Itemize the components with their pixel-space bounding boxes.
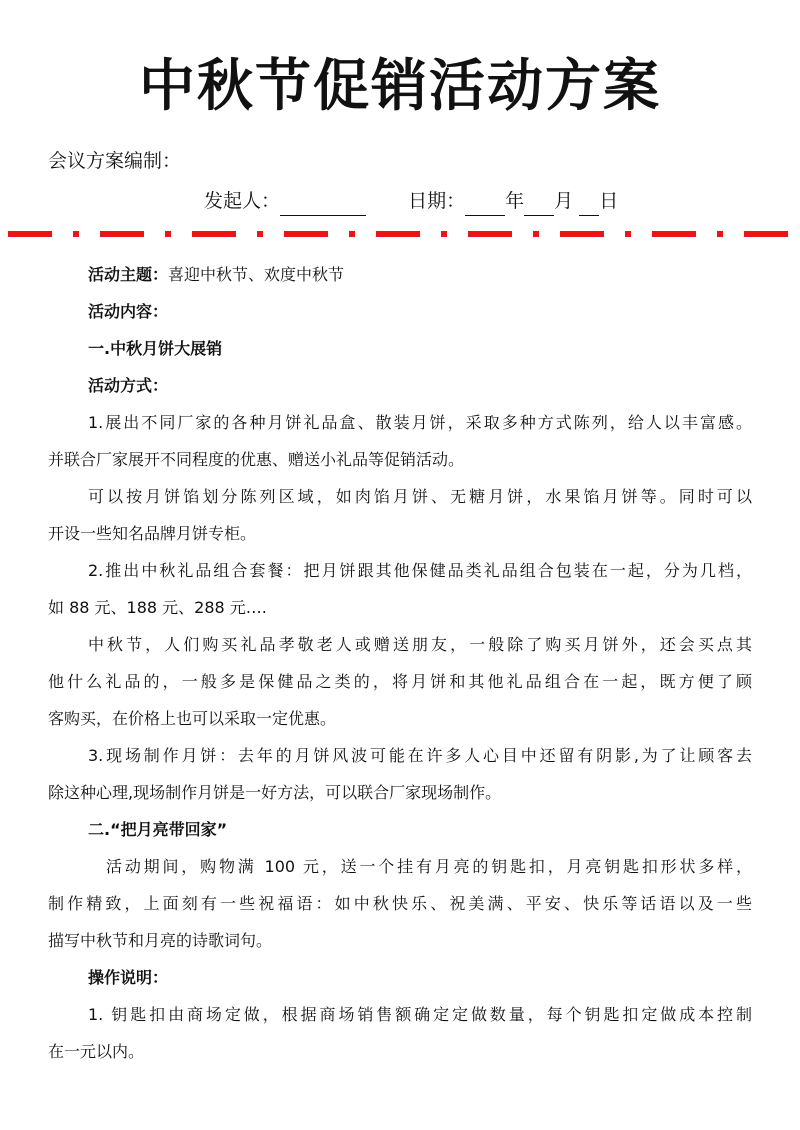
meta-line	[204, 186, 618, 216]
divider-dash	[284, 231, 328, 237]
day-blank	[579, 193, 599, 216]
document-title: 中秋节促销活动方案	[139, 54, 661, 119]
paragraph-1-line-2: 并联合厂家展开不同程度的优惠、赠送小礼品等促销活动。	[48, 450, 465, 469]
paragraph-6-line-2: 制作精致，上面刻有一些祝福语：如中秋快乐、祝美满、平安、快乐等话语以及一些	[48, 894, 752, 913]
divider-dash	[376, 231, 420, 237]
theme-value: 喜迎中秋节、欢度中秋节	[168, 265, 345, 284]
divider-dash	[560, 231, 604, 237]
operations-label: 操作说明：	[88, 968, 169, 987]
divider-dash	[468, 231, 512, 237]
year-label: 年	[505, 190, 525, 212]
divider-dot	[349, 231, 355, 237]
year-blank	[465, 193, 505, 216]
month-label: 月	[554, 190, 574, 212]
divider-dot	[441, 231, 447, 237]
paragraph-7-line-1: 1. 钥匙扣由商场定做，根据商场销售额确定定做数量，每个钥匙扣定做成本控制	[88, 1005, 752, 1024]
theme-line	[48, 256, 752, 293]
paragraph-6-line-1: 活动期间，购物满 100 元，送一个挂有月亮的钥匙扣，月亮钥匙扣形状多样，	[106, 857, 752, 876]
section-1-heading: 一.中秋月饼大展销	[88, 339, 223, 358]
theme-label: 活动主题：	[88, 265, 169, 284]
paragraph-2-line-2: 开设一些知名品牌月饼专柜。	[48, 524, 257, 543]
content-label: 活动内容：	[88, 302, 169, 321]
paragraph-4-line-3: 客购买，在价格上也可以采取一定优惠。	[48, 709, 337, 728]
paragraph-5-line-2: 除这种心理,现场制作月饼是一好方法，可以联合厂家现场制作。	[48, 783, 502, 802]
divider-dot	[73, 231, 79, 237]
initiator-blank	[280, 193, 366, 216]
divider-dash	[652, 231, 696, 237]
paragraph-3-line-1: 2.推出中秋礼品组合套餐：把月饼跟其他保健品类礼品组合包装在一起，分为几档，	[88, 561, 752, 580]
paragraph-4-line-1: 中秋节，人们购买礼品孝敬老人或赠送朋友，一般除了购买月饼外，还会买点其	[88, 635, 752, 654]
divider-dot	[533, 231, 539, 237]
divider-dot	[717, 231, 723, 237]
day-label: 日	[599, 190, 619, 212]
divider-dashes	[8, 231, 788, 237]
red-dash-divider	[0, 229, 800, 239]
divider-dash	[744, 231, 788, 237]
divider-dot	[257, 231, 263, 237]
subtitle: 会议方案编制：	[48, 150, 182, 172]
divider-dash	[8, 231, 52, 237]
document-body	[48, 256, 752, 1070]
divider-dash	[100, 231, 144, 237]
method-label: 活动方式：	[88, 376, 169, 395]
initiator-label: 发起人：	[204, 190, 281, 212]
paragraph-3-line-2: 如 88 元、188 元、288 元….	[48, 598, 267, 617]
paragraph-2-line-1: 可以按月饼馅划分陈列区域，如肉馅月饼、无糖月饼，水果馅月饼等。同时可以	[88, 487, 752, 506]
divider-dot	[625, 231, 631, 237]
month-blank	[524, 193, 554, 216]
section-2-heading: 二.“把月亮带回家”	[88, 820, 228, 839]
date-label: 日期：	[408, 190, 466, 212]
divider-dash	[192, 231, 236, 237]
paragraph-4-line-2: 他什么礼品的，一般多是保健品之类的，将月饼和其他礼品组合在一起，既方便了顾	[48, 672, 752, 691]
paragraph-6-line-3: 描写中秋节和月亮的诗歌词句。	[48, 931, 273, 950]
paragraph-7-line-2: 在一元以内。	[48, 1042, 145, 1061]
paragraph-1-line-1: 1.展出不同厂家的各种月饼礼品盒、散装月饼，采取多种方式陈列，给人以丰富感。	[88, 413, 752, 432]
divider-dot	[165, 231, 171, 237]
paragraph-5-line-1: 3.现场制作月饼：去年的月饼风波可能在许多人心目中还留有阴影,为了让顾客去	[88, 746, 752, 765]
